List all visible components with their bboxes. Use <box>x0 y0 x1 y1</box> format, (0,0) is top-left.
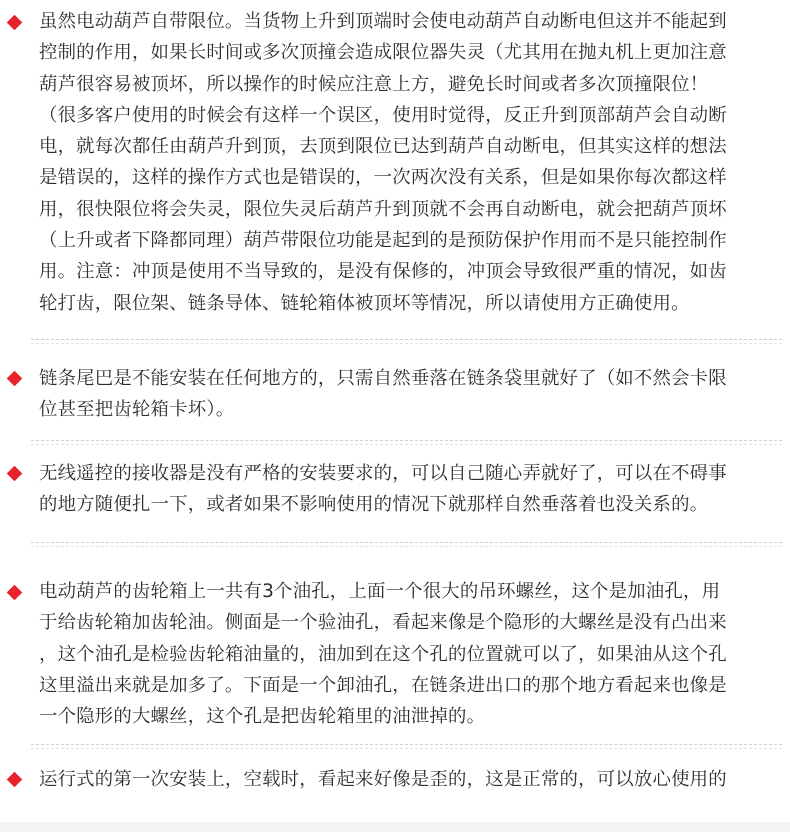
red-diamond-bullet-icon <box>7 15 23 31</box>
text-line: 电，就每次都任由葫芦升到顶，去顶到限位已达到葫芦自动断电，但其实这样的想法 <box>39 136 727 158</box>
red-diamond-bullet-icon <box>7 772 23 788</box>
text-line: 电动葫芦的齿轮箱上一共有3个油孔，上面一个很大的吊环螺丝，这个是加油孔，用 <box>39 581 721 602</box>
text-line: （很多客户使用的时候会有这样一个误区，使用时觉得，反正升到顶部葫芦会自动断 <box>39 104 727 126</box>
section-divider <box>31 440 782 441</box>
note-text <box>39 458 784 521</box>
bottom-divider-bar <box>0 822 790 832</box>
text-line: 的地方随便扎一下，或者如果不影响使用的情况下就那样自然垂落着也没关系的。 <box>39 494 709 516</box>
text-line: 于给齿轮箱加齿轮油。侧面是一个验油孔，看起来像是个隐形的大螺丝是没有凸出来 <box>39 612 727 634</box>
section-divider <box>31 744 782 745</box>
text-line: 轮打齿，限位架、链条导体、链轮箱体被顶坏等情况，所以请使用方正确使用。 <box>39 292 690 314</box>
text-line: ，这个油孔是检验齿轮箱油量的，油加到在这个孔的位置就可以了，如果油从这个孔 <box>39 643 727 665</box>
text-line: 链条尾巴是不能安装在任何地方的，只需自然垂落在链条袋里就好了（如不然会卡限 <box>39 368 727 389</box>
text-line: 虽然电动葫芦自带限位。当货物上升到顶端时会使电动葫芦自动断电但这并不能起到 <box>39 11 727 32</box>
note-text <box>39 764 784 795</box>
text-line: （上升或者下降都同理）葫芦带限位功能是起到的是预防保护作用而不是只能控制作 <box>39 230 727 252</box>
red-diamond-bullet-icon <box>7 371 23 387</box>
text-line: 用，很快限位将会失灵，限位失灵后葫芦升到顶就不会再自动断电，就会把葫芦顶坏 <box>39 198 727 220</box>
text-line: 这里溢出来就是加多了。下面是一个卸油孔，在链条进出口的那个地方看起来也像是 <box>39 674 727 696</box>
red-diamond-bullet-icon <box>7 466 23 482</box>
red-diamond-bullet-icon <box>7 585 23 601</box>
text-line: 一个隐形的大螺丝，这个孔是把齿轮箱里的油泄掉的。 <box>39 706 486 728</box>
note-text <box>39 6 784 319</box>
text-line: 是错误的，这样的操作方式也是错误的，一次两次没有关系，但是如果你每次都这样 <box>39 167 727 189</box>
section-divider <box>31 339 782 340</box>
text-line: 无线遥控的接收器是没有严格的安装要求的，可以自己随心弄就好了，可以在不碍事 <box>39 463 727 484</box>
text-line: 位甚至把齿轮箱卡坏）。 <box>39 399 235 421</box>
note-text <box>39 576 784 732</box>
note-text <box>39 363 784 426</box>
text-line: 运行式的第一次安装上，空载时，看起来好像是歪的，这是正常的，可以放心使用的 <box>39 769 727 790</box>
text-line: 控制的作用，如果长时间或多次顶撞会造成限位器失灵（尤其用在抛丸机上更加注意 <box>39 42 727 64</box>
text-line: 葫芦很容易被顶坏，所以操作的时候应注意上方，避免长时间或者多次顶撞限位！ <box>39 73 709 95</box>
section-divider <box>31 542 782 543</box>
text-line: 用。注意：冲顶是使用不当导致的，是没有保修的，冲顶会导致很严重的情况，如齿 <box>39 261 727 283</box>
